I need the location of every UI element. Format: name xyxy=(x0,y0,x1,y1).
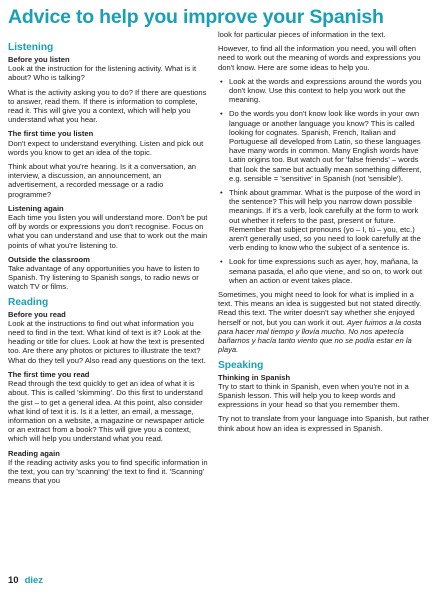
reading-again-heading: Reading again xyxy=(8,448,60,458)
before-listen-text-2: What is the activity asking you to do? If there are questions to answer, read them. If there is information to complete, read it. This will give you a context, which will help you understand what you hear. xyxy=(8,87,207,125)
page-title: Advice to help you improve your Spanish xyxy=(8,6,384,28)
page-footer xyxy=(8,575,43,586)
list-item: • Think about grammar. What is the purpose of the word in the sentence? This will help you narrow down possible meanings. If it's a verb, look carefully at the form to work out whether it refers to the past, present or future. Remember that subject pronouns (yo – I, tú – you, etc.) aren't generally used, so you need to look carefully at the verb ending to know who the subject of a sentence is. xyxy=(218,188,430,252)
first-read-heading: The first time you read xyxy=(8,369,90,379)
ideas-list xyxy=(218,77,430,285)
ideas-intro-text: However, to find all the information you need, you will often need to work out the meaning of words and expressions you don't know. Here are some ideas to help you. xyxy=(218,44,421,72)
reading-heading: Reading xyxy=(8,296,49,308)
list-item: • Look for time expressions such as ayer, hoy, mañana, la semana pasada, el año que viene, and so on, to work out when an action or event takes place. xyxy=(218,257,430,285)
outside-classroom-heading: Outside the classroom xyxy=(8,254,90,264)
implied-text xyxy=(218,290,430,354)
list-item: • Do the words you don't know look like words in your own language or another language you know? This is called looking for cognates. Spanish, French, Italian and Portuguese all developed from Latin, so these languages have many words in common. Many English words have Latin origins too. But watch out for 'false friends' – words that look the same but actually mean something different, e.g. sensible = 'sensitive' in Spanish (not 'sensible'). xyxy=(218,109,430,183)
first-listen-text-2: Think about what you're hearing. Is it a conversation, an interview, a discussion, an announcement, an advertisement, a recorded message or a radio programme? xyxy=(8,162,197,199)
before-read-heading: Before you read xyxy=(8,309,66,319)
thinking-spanish-heading: Thinking in Spanish xyxy=(218,372,291,382)
reading-again-text: If the reading activity asks you to find specific information in the text, you can try 'scanning' the text to find it. 'Scanning' means that you xyxy=(8,457,208,486)
list-item: • Look at the words and expressions around the words you don't know. Use this context to help you work out the meaning. xyxy=(218,77,430,105)
first-read-text: Read through the text quickly to get an idea of what it is about. This is called 'skimming'. Do this first to understand the gist – to get a general idea. At this point, also consider what kind of text it is. Is it a letter, an email, a message, information on a website, a magazine or newspaper article or an extract from a book? This will give you a context, which will help you understand what you read. xyxy=(8,379,205,444)
scanning-continued-text: look for particular pieces of information in the text. xyxy=(218,30,386,39)
before-listen-text-1: Look at the instruction for the listening activity. What is it about? Who is talking? xyxy=(8,64,197,83)
implied-text-spanish: Ayer fuimos a la costa para hacer mal tiempo y llovía mucho. No nos apetecía bañarnos y hacía tanto viento que no se podía estar en la playa. xyxy=(218,317,422,355)
page-number: 10 xyxy=(8,575,19,586)
thinking-spanish-text-2: Try not to translate from your language into Spanish, but rather think about how an idea is expressed in Spanish. xyxy=(218,414,430,433)
before-listen-heading: Before you listen xyxy=(8,55,70,64)
page-number-word: diez xyxy=(24,575,44,586)
listening-again-text: Each time you listen you will understand more. Don't be put off by words or expressions you don't recognise. Focus on what you can understand and use that to work out the main points of what you're listening to. xyxy=(8,213,208,250)
implied-text-intro: Sometimes, you might need to look for what is implied in a text. This means an idea is suggested but not stated directly. Read this text. The writer doesn't say whether she enjoyed herself or not, but you can work it out. xyxy=(218,290,422,327)
listening-heading: Listening xyxy=(8,42,54,53)
right-column xyxy=(218,30,430,438)
speaking-heading: Speaking xyxy=(218,359,264,371)
first-listen-text-1: Don't expect to understand everything. Listen and pick out words you know to get an idea of the topic. xyxy=(8,138,204,157)
listening-again-heading: Listening again xyxy=(8,203,64,213)
before-read-text: Look at the instructions to find out what information you need to find in the text. What kind of text is it? Look at the heading or title for clues. Look at how the text is presented too. Are there any photos or pictures to illustrate the text? What do they tell you? Also read any questions on the text. xyxy=(8,318,206,365)
outside-classroom-text: Take advantage of any opportunities you have to listen to Spanish. Try listening to Spanish songs, to radio news or watch TV or films. xyxy=(8,264,200,292)
thinking-spanish-text-1: Try to start to think in Spanish, even when you're not in a Spanish lesson. This will help you to keep words and expressions in your head so that you remember them. xyxy=(218,381,409,410)
first-listen-heading: The first time you listen xyxy=(8,129,94,139)
left-column xyxy=(8,42,208,490)
